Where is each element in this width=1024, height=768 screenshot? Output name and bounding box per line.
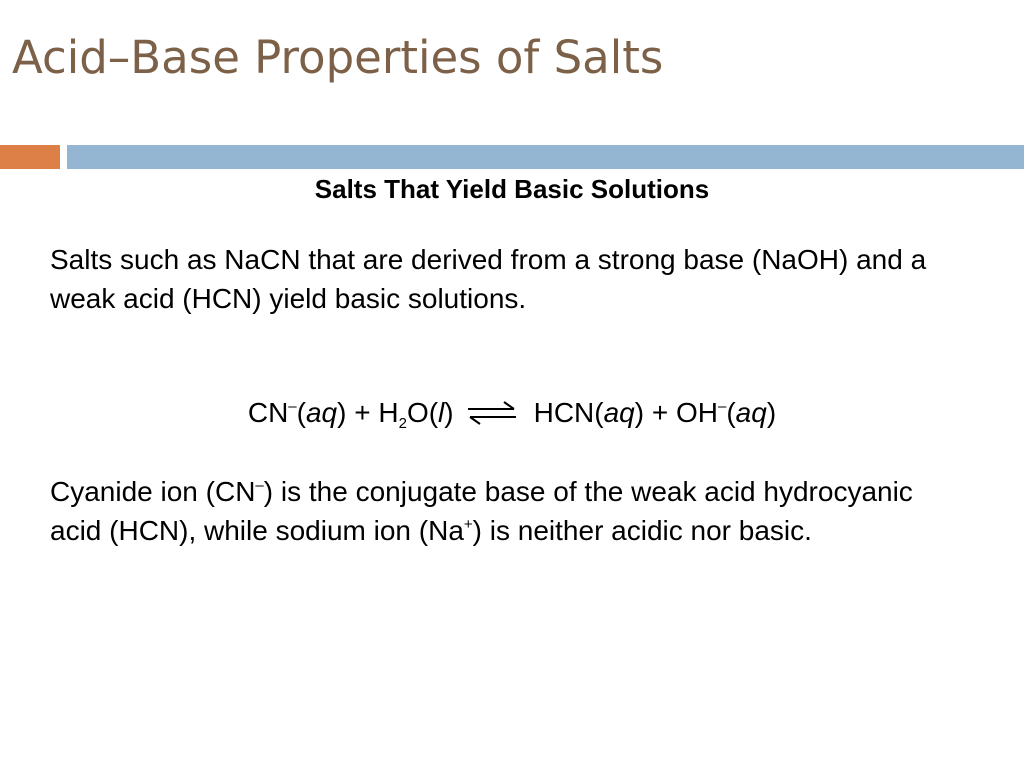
eq-cn: CN xyxy=(247,397,289,428)
eq-aq-3: aq xyxy=(735,397,767,428)
eq-h-subscript: 2 xyxy=(398,415,407,432)
eq-aq-1: aq xyxy=(305,397,338,428)
hydrolysis-equation xyxy=(0,393,1024,433)
cyanide-text-1: Cyanide ion (CN xyxy=(50,476,256,507)
eq-open-3: ( xyxy=(726,397,736,428)
sodium-charge: + xyxy=(463,516,473,533)
cyanide-text-3: ) is neither acidic nor basic. xyxy=(472,515,812,546)
eq-plus-h: ) + H xyxy=(337,397,399,428)
eq-close-3: ) xyxy=(766,397,777,428)
eq-open-1: ( xyxy=(296,397,306,428)
eq-aq-2: aq xyxy=(603,397,635,428)
accent-bar xyxy=(0,145,60,169)
paragraph-basic-salts: Salts such as NaCN that are derived from a strong base (NaOH) and a weak acid (HCN) yield basic solutions. xyxy=(50,244,927,314)
title-rule-bar xyxy=(67,145,1024,169)
eq-liquid: l xyxy=(438,397,445,428)
cyanide-charge: – xyxy=(255,477,264,494)
equilibrium-arrow-icon xyxy=(464,400,520,426)
eq-plus-oh: ) + OH xyxy=(634,397,718,428)
eq-oh-charge: – xyxy=(718,398,727,415)
eq-close-1: ) xyxy=(444,397,454,428)
paragraph-cyanide xyxy=(50,472,950,550)
slide-title: Acid–Base Properties of Salts xyxy=(12,31,664,84)
eq-hcn-open: HCN( xyxy=(533,397,604,428)
cyanide-text-2: ) is the conjugate base of the weak acid hydrocyanic acid (HCN), while sodium ion (Na xyxy=(50,476,913,546)
eq-cn-charge: – xyxy=(288,398,297,415)
section-heading: Salts That Yield Basic Solutions xyxy=(314,174,710,204)
eq-o-open: O( xyxy=(406,397,439,428)
